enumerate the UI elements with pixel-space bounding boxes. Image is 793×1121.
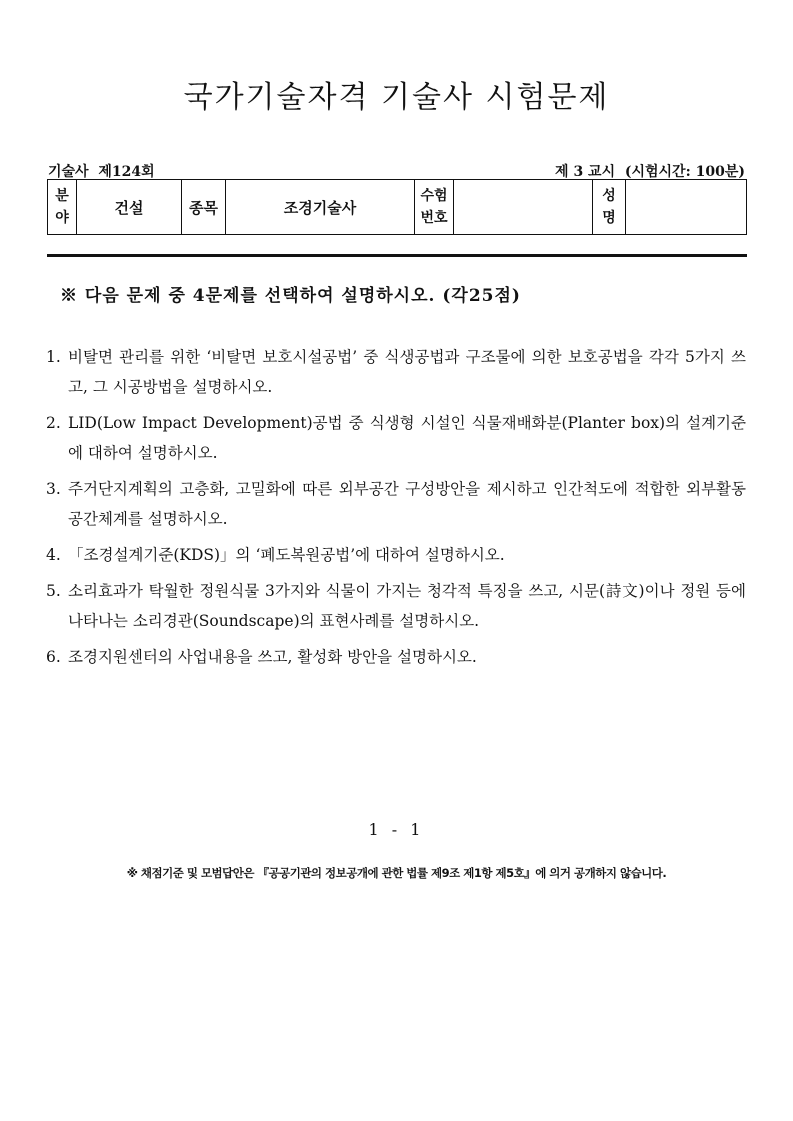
name-label-top: 성 bbox=[602, 188, 616, 204]
page-title: 국가기술자격 기술사 시험문제 bbox=[183, 80, 610, 115]
field-label-top: 분 bbox=[55, 188, 69, 204]
question-text: 조경지원센터의 사업내용을 쓰고, 활성화 방안을 설명하시오. bbox=[68, 648, 477, 666]
divider bbox=[47, 254, 747, 257]
question-list bbox=[46, 342, 746, 678]
name-label-cell bbox=[593, 180, 626, 235]
question-item bbox=[46, 342, 746, 402]
field-label-bottom: 야 bbox=[55, 210, 69, 226]
name-value-field[interactable] bbox=[626, 180, 747, 235]
field-value: 건설 bbox=[77, 180, 182, 235]
exam-session: 제 3 교시 (시험시간: 100분) bbox=[555, 164, 745, 180]
examno-label-top: 수험 bbox=[420, 188, 448, 204]
field-label-cell bbox=[48, 180, 77, 235]
question-item bbox=[46, 474, 746, 534]
question-number: 5. bbox=[46, 582, 61, 600]
footnote: ※ 채점기준 및 모범답안은 『공공기관의 정보공개에 관한 법률 제9조 제1항 제5호』에 의거 공개하지 않습니다. bbox=[126, 866, 667, 880]
info-table bbox=[47, 179, 747, 235]
page-number: 1 - 1 bbox=[368, 820, 425, 839]
question-text: 소리효과가 탁월한 정원식물 3가지와 식물이 가지는 청각적 특징을 쓰고, 시문(詩文)이나 정원 등에 나타나는 소리경관(Soundscape)의 표현사례를 설명하시오. bbox=[68, 582, 746, 630]
question-item bbox=[46, 642, 746, 672]
question-text: 비탈면 관리를 위한 ‘비탈면 보호시설공법’ 중 식생공법과 구조물에 의한 보호공법을 각각 5가지 쓰고, 그 시공방법을 설명하시오. bbox=[68, 348, 746, 396]
question-text: 「조경설계기준(KDS)」의 ‘폐도복원공법’에 대하여 설명하시오. bbox=[68, 546, 505, 564]
question-number: 1. bbox=[46, 348, 61, 366]
name-label-bottom: 명 bbox=[602, 210, 616, 226]
examno-label-cell bbox=[415, 180, 454, 235]
question-text: LID(Low Impact Development)공법 중 식생형 시설인 식물재배화분(Planter box)의 설계기준에 대하여 설명하시오. bbox=[68, 414, 746, 462]
question-text: 주거단지계획의 고층화, 고밀화에 따른 외부공간 구성방안을 제시하고 인간척도에 적합한 외부활동 공간체계를 설명하시오. bbox=[68, 480, 746, 528]
type-label: 종목 bbox=[182, 180, 226, 235]
exam-round: 기술사 제124회 bbox=[48, 164, 155, 180]
question-number: 4. bbox=[46, 546, 61, 564]
question-item bbox=[46, 540, 746, 570]
question-number: 3. bbox=[46, 480, 61, 498]
question-number: 6. bbox=[46, 648, 61, 666]
type-value: 조경기술사 bbox=[226, 180, 415, 235]
question-item bbox=[46, 408, 746, 468]
examno-label-bottom: 번호 bbox=[420, 210, 448, 226]
question-item bbox=[46, 576, 746, 636]
question-number: 2. bbox=[46, 414, 61, 432]
examno-value-field[interactable] bbox=[454, 180, 593, 235]
instruction: ※ 다음 문제 중 4문제를 선택하여 설명하시오. (각25점) bbox=[60, 286, 521, 306]
